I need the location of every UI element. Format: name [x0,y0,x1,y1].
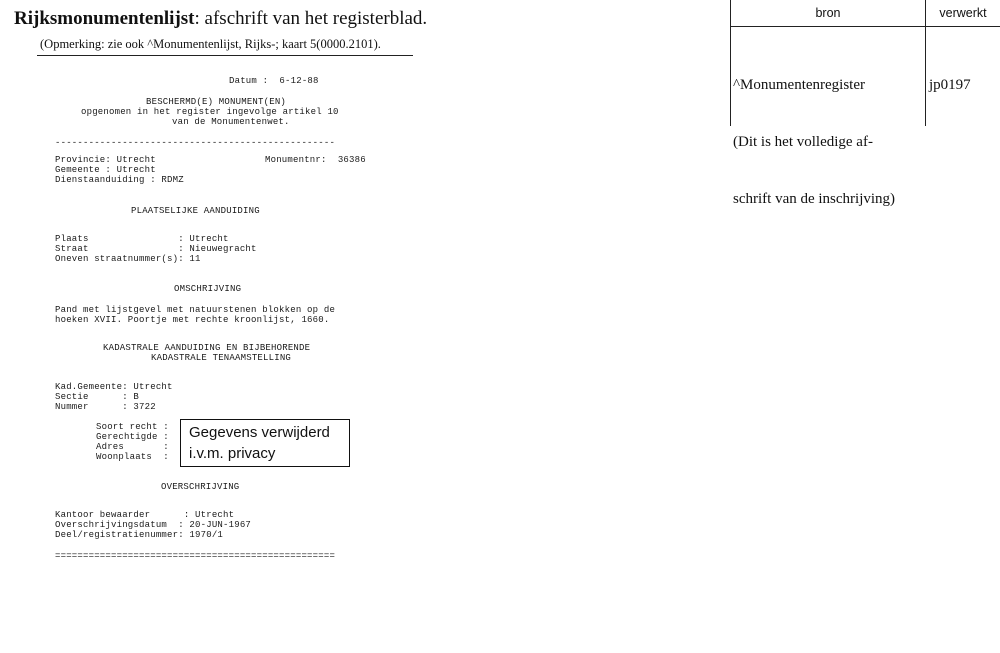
bron-line: ^Monumentenregister [733,77,866,93]
privacy-line: Gegevens verwijderd [189,424,330,441]
monumentnr-label: Monumentnr: [265,155,327,165]
datum-value: 6-12-88 [279,76,319,86]
provincie-line: Provincie: Utrecht [55,155,156,165]
straat-line: Straat : Nieuwegracht [55,244,257,254]
bron-cell [733,38,895,247]
table-header-divider [730,26,1000,27]
dienstaanduiding-line: Dienstaanduiding : RDMZ [55,175,184,185]
verwerkt-cell: jp0197 [929,77,971,93]
section-heading: PLAATSELIJKE AANDUIDING [131,206,260,216]
overschrijvingsdatum-line: Overschrijvingsdatum : 20-JUN-1967 [55,520,252,530]
adres-line: Adres : [96,442,169,452]
heading-line: BESCHERMD(E) MONUMENT(EN) [146,97,287,107]
omschrijving-line: Pand met lijstgevel met natuurstenen blokken op de [55,305,336,315]
page-title [14,8,427,30]
heading-line: van de Monumentenwet. [172,117,290,127]
column-header-verwerkt: verwerkt [939,6,987,20]
gerechtigde-line: Gerechtigde : [96,432,169,442]
bron-line: schrift van de inschrijving) [733,191,896,207]
sectie-line: Sectie : B [55,392,140,402]
dash-separator: -------------------------------------------------- [55,138,336,148]
datum-label: Datum : [229,76,269,86]
datum-line [229,76,319,86]
omschrijving-line: hoeken XVII. Poortje met rechte kroonlijst, 1660. [55,315,330,325]
plaats-line: Plaats : Utrecht [55,234,229,244]
section-heading: OMSCHRIJVING [174,284,242,294]
privacy-line: i.v.m. privacy [189,445,276,462]
oneven-line: Oneven straatnummer(s): 11 [55,254,201,264]
kantoor-line: Kantoor bewaarder : Utrecht [55,510,235,520]
woonplaats-line: Woonplaats : [96,452,169,462]
monumentnr-value: 36386 [337,155,366,165]
column-header-bron: bron [815,6,841,20]
title-bold: Rijksmonumentenlijst [14,8,195,29]
gemeente-line: Gemeente : Utrecht [55,165,156,175]
monumentnr-line [265,155,366,165]
kad-gemeente-line: Kad.Gemeente: Utrecht [55,382,173,392]
section-heading: OVERSCHRIJVING [161,482,240,492]
equals-separator: ================================================== [55,551,336,561]
bron-line: (Dit is het volledige af- [733,134,873,150]
section-heading: KADASTRALE AANDUIDING EN BIJBEHORENDE [103,343,311,353]
heading-line: opgenomen in het register ingevolge artikel 10 [81,107,339,117]
reference-note: (Opmerking: zie ook ^Monumentenlijst, Rijks-; kaart 5(0000.2101). [40,37,381,51]
privacy-redaction-box [180,419,350,467]
deel-line: Deel/registratienummer: 1970/1 [55,530,224,540]
note-underline [37,55,413,56]
nummer-line: Nummer : 3722 [55,402,156,412]
title-rest: : afschrift van het registerblad. [194,8,428,29]
soort-recht-line: Soort recht : [96,422,169,432]
section-heading: KADASTRALE TENAAMSTELLING [151,353,292,363]
